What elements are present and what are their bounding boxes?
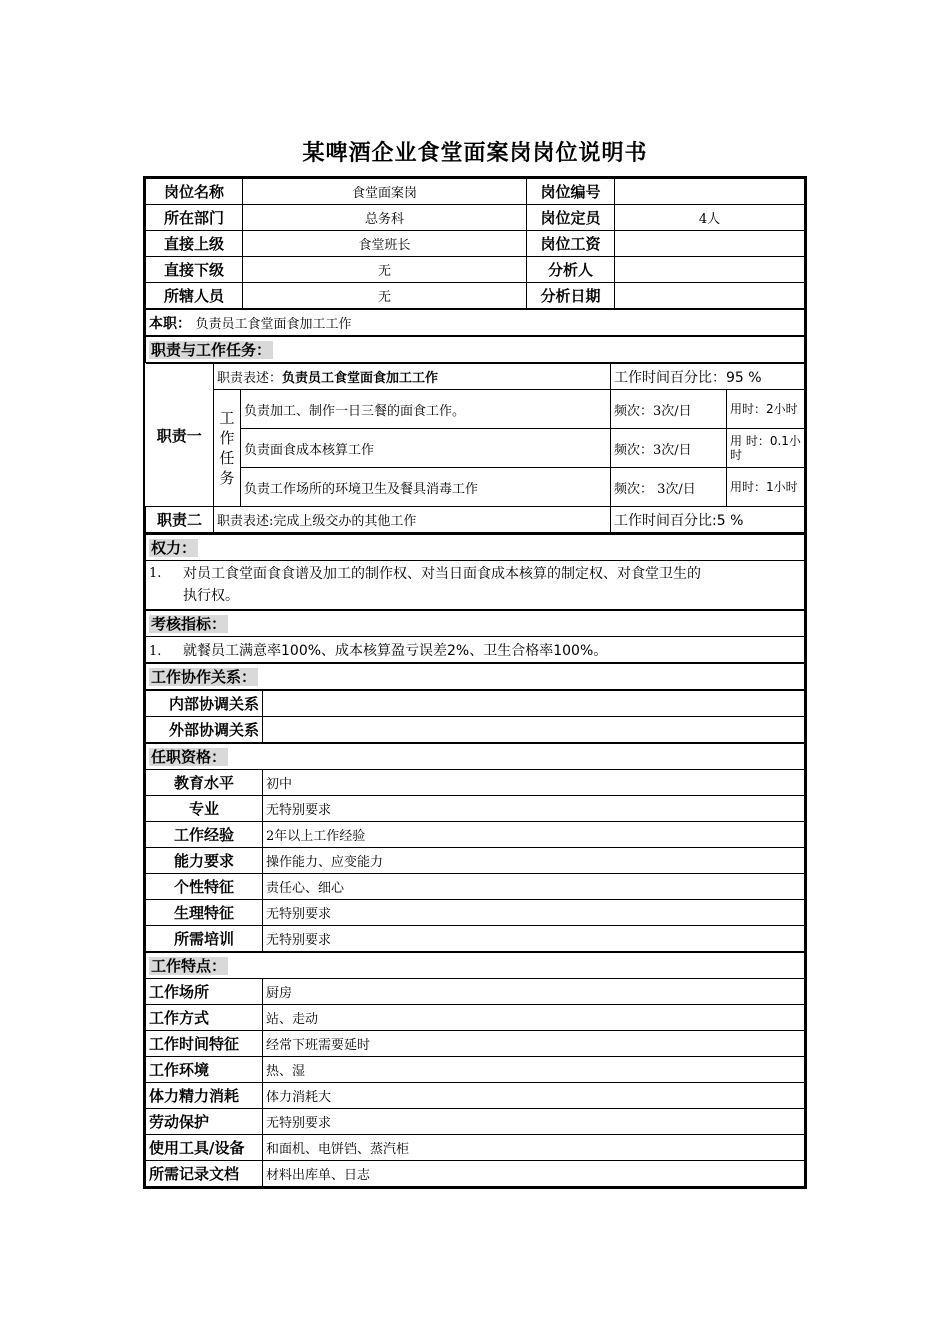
r2-percent: 工作时间百分比:5 % (611, 507, 805, 533)
authority-text: 1. 对员工食堂面食食谱及加工的制作权、对当日面食成本核算的制定权、对食堂卫生的 执行权。 (146, 561, 805, 611)
feature-label-mode: 工作方式 (146, 1005, 263, 1031)
feature-label-protection: 劳动保护 (146, 1109, 263, 1135)
feature-value-place: 厨房 (263, 979, 805, 1005)
analyst-label: 分析人 (527, 257, 615, 283)
qual-label-training: 所需培训 (146, 926, 263, 953)
r1-label: 职责一 (146, 364, 214, 507)
dept-value: 总务科 (243, 205, 527, 231)
relations-section-header: 工作协作关系： (146, 663, 805, 690)
duty-label: 本职： (149, 315, 191, 332)
qual-label-experience: 工作经验 (146, 822, 263, 848)
headcount-label: 岗位定员 (527, 205, 615, 231)
feature-label-tools: 使用工具/设备 (146, 1135, 263, 1161)
authority-section-header: 权力： (146, 534, 805, 561)
qual-value-experience: 2年以上工作经验 (263, 822, 805, 848)
position-code-value (615, 179, 805, 205)
feature-label-energy: 体力精力消耗 (146, 1083, 263, 1109)
task-2-text: 负责面食成本核算工作 (241, 429, 611, 468)
task-1-text: 负责加工、制作一日三餐的面食工作。 (241, 390, 611, 429)
feature-label-documents: 所需记录文档 (146, 1161, 263, 1187)
feature-value-hours: 经常下班需要延时 (263, 1031, 805, 1057)
superior-value: 食堂班长 (243, 231, 527, 257)
internal-relations-value (263, 691, 805, 717)
feature-value-environment: 热、湿 (263, 1057, 805, 1083)
date-value (615, 283, 805, 310)
subordinate-value: 无 (243, 257, 527, 283)
feature-value-energy: 体力消耗大 (263, 1083, 805, 1109)
job-description-form (143, 176, 807, 1189)
task-3-text: 负责工作场所的环境卫生及餐具消毒工作 (241, 468, 611, 507)
feature-value-mode: 站、走动 (263, 1005, 805, 1031)
task-1-frequency: 频次：3次/日 (611, 390, 727, 429)
external-relations-value (263, 717, 805, 744)
qual-label-personality: 个性特征 (146, 874, 263, 900)
superior-label: 直接上级 (146, 231, 243, 257)
salary-value (615, 231, 805, 257)
features-section-header: 工作特点： (146, 952, 805, 979)
qual-label-ability: 能力要求 (146, 848, 263, 874)
staff-value: 无 (243, 283, 527, 310)
feature-value-tools: 和面机、电饼铛、蒸汽柜 (263, 1135, 805, 1161)
qual-value-major: 无特别要求 (263, 796, 805, 822)
salary-label: 岗位工资 (527, 231, 615, 257)
responsibilities-table (145, 363, 805, 533)
task-1-time: 用时：2小时 (727, 390, 805, 429)
r1-description: 职责表述：负责员工食堂面食加工工作 (214, 364, 611, 390)
task-2-time: 用 时：0.1小时 (727, 429, 805, 468)
analyst-value (615, 257, 805, 283)
internal-relations-label: 内部协调关系 (146, 691, 263, 717)
r2-description: 职责表述:完成上级交办的其他工作 (214, 507, 611, 533)
responsibilities-section-header: 职责与工作任务： (146, 336, 805, 363)
qual-value-education: 初中 (263, 770, 805, 796)
task-2-frequency: 频次：3次/日 (611, 429, 727, 468)
feature-label-hours: 工作时间特征 (146, 1031, 263, 1057)
date-label: 分析日期 (527, 283, 615, 310)
dept-label: 所在部门 (146, 205, 243, 231)
subordinate-label: 直接下级 (146, 257, 243, 283)
staff-label: 所辖人员 (146, 283, 243, 310)
task-3-frequency: 频次： 3次/日 (611, 468, 727, 507)
kpi-text: 1. 就餐员工满意率100%、成本核算盈亏误差2%、卫生合格率100%。 (146, 637, 805, 664)
document-title: 某啤酒企业食堂面案岗岗位说明书 (302, 140, 648, 166)
qual-label-physical: 生理特征 (146, 900, 263, 926)
feature-label-environment: 工作环境 (146, 1057, 263, 1083)
feature-label-place: 工作场所 (146, 979, 263, 1005)
authority-kpi-table (145, 533, 805, 690)
position-code-label: 岗位编号 (527, 179, 615, 205)
qual-value-personality: 责任心、细心 (263, 874, 805, 900)
position-name-label: 岗位名称 (146, 179, 243, 205)
qual-label-major: 专业 (146, 796, 263, 822)
headcount-value: 4人 (615, 205, 805, 231)
qual-value-physical: 无特别要求 (263, 900, 805, 926)
task-label: 工作任务 (214, 390, 241, 507)
relations-qualifications-table (145, 690, 805, 1187)
kpi-section-header: 考核指标： (146, 610, 805, 637)
qual-label-education: 教育水平 (146, 770, 263, 796)
qual-value-ability: 操作能力、应变能力 (263, 848, 805, 874)
duty-row (146, 309, 805, 336)
qual-value-training: 无特别要求 (263, 926, 805, 953)
feature-value-protection: 无特别要求 (263, 1109, 805, 1135)
r1-percent: 工作时间百分比：95 % (611, 364, 805, 390)
task-3-time: 用时：1小时 (727, 468, 805, 507)
duty-text: 负责员工食堂面食加工工作 (195, 316, 352, 332)
basic-info-table (145, 178, 805, 363)
external-relations-label: 外部协调关系 (146, 717, 263, 744)
feature-value-documents: 材料出库单、日志 (263, 1161, 805, 1187)
r2-label: 职责二 (146, 507, 214, 533)
position-name-value: 食堂面案岗 (243, 179, 527, 205)
qualifications-section-header: 任职资格： (146, 743, 805, 770)
